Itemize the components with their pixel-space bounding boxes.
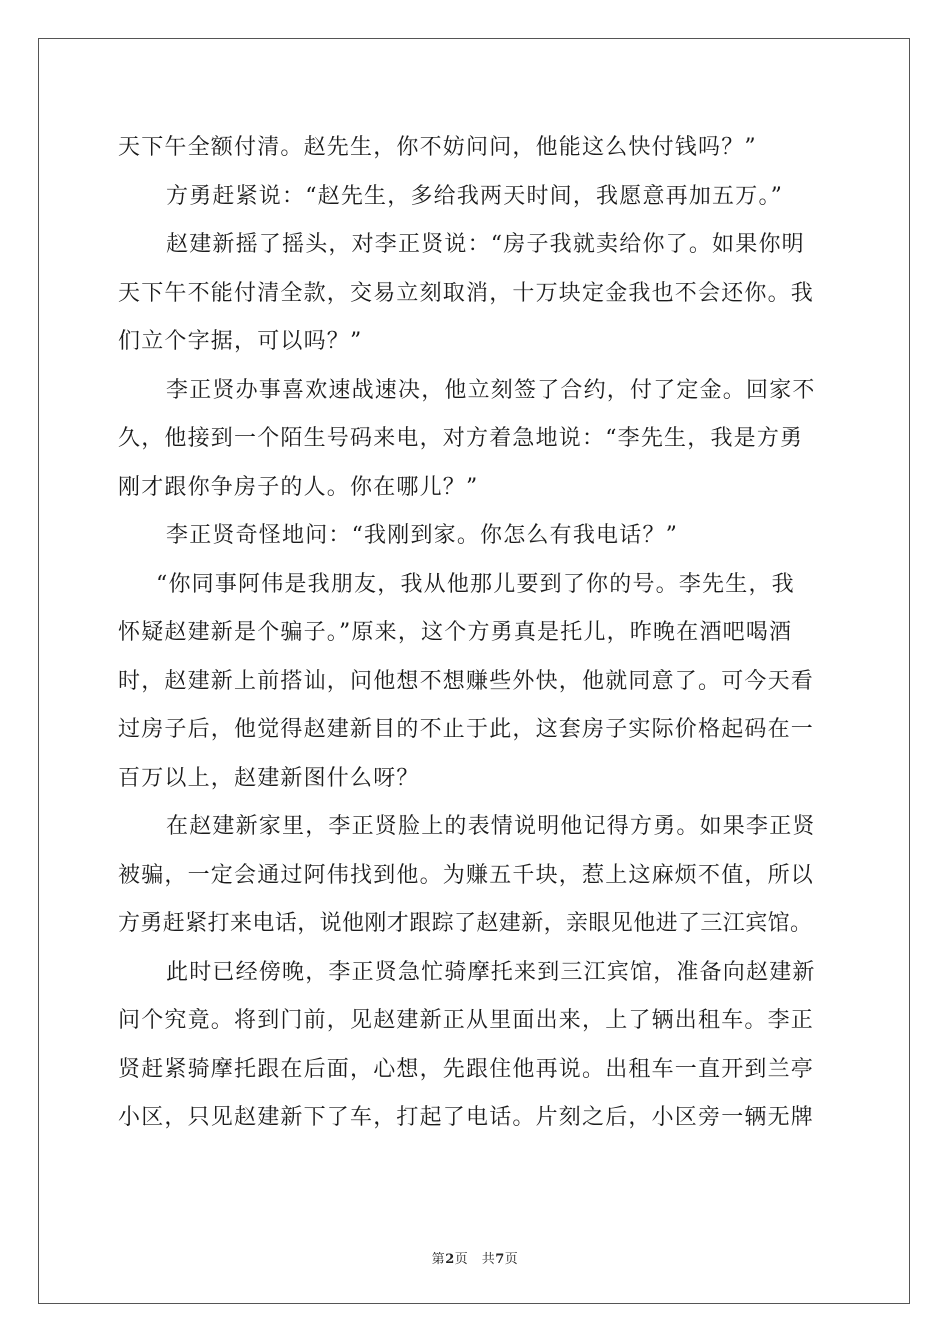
text-line: 天下午全额付清。赵先生，你不妨问问，他能这么快付钱吗？” [118,135,757,160]
paragraph-first-line: 赵建新摇了摇头，对李正贤说：“房子我就卖给你了。如果你明 [166,232,805,257]
paragraph-first-line: “你同事阿伟是我朋友，我从他那儿要到了你的号。李先生，我 [156,571,795,597]
text-line: 天下午不能付清全款，交易立刻取消，十万块定金我也不会还你。我 [118,280,815,306]
text-line: 过房子后，他觉得赵建新目的不止于此，这套房子实际价格起码在一 [118,717,815,742]
paragraph-first-line: 李正贤办事喜欢速战速决，他立刻签了合约，付了定金。回家不 [166,377,816,403]
document-body [118,124,838,1143]
text-line: 被骗，一定会通过阿伟找到他。为赚五千块，惹上这麻烦不值，所以 [118,862,815,888]
paragraph-first-line: 方勇赶紧说：“赵先生，多给我两天时间，我愿意再加五万。” [166,183,784,209]
paragraph-first-line: 在赵建新家里，李正贤脸上的表情说明他记得方勇。如果李正贤 [166,814,816,839]
page-separator: 页 共 [454,1252,496,1267]
text-line: 问个究竟。将到门前，见赵建新正从里面出来，上了辆出租车。李正 [118,1008,815,1033]
total-page-number: 7 [495,1252,505,1267]
text-line: 刚才跟你争房子的人。你在哪儿？” [118,474,479,500]
text-line: 怀疑赵建新是个骗子。”原来，这个方勇真是托儿，昨晚在酒吧喝酒 [118,620,793,645]
text-line: 们立个字据，可以吗？” [118,329,363,354]
page-prefix: 第 [431,1252,446,1267]
text-line: 时，赵建新上前搭讪，问他想不想赚些外快，他就同意了。可今天看 [118,668,815,694]
text-line: 贤赶紧骑摩托跟在后面，心想，先跟住他再说。出租车一直开到兰亭 [118,1056,815,1082]
text-line: 久，他接到一个陌生号码来电，对方着急地说：“李先生，我是方勇 [118,426,804,451]
text-line: 方勇赶紧打来电话，说他刚才跟踪了赵建新，亲眼见他进了三江宾馆。 [118,911,813,936]
page-footer [0,1248,950,1267]
text-line: 小区，只见赵建新下了车，打起了电话。片刻之后，小区旁一辆无牌 [118,1105,815,1130]
current-page-number: 2 [445,1252,455,1267]
text-line: 百万以上，赵建新图什么呀？ [118,765,420,791]
page-suffix: 页 [504,1252,519,1267]
paragraph-first-line: 此时已经傍晚，李正贤急忙骑摩托来到三江宾馆，准备向赵建新 [166,959,816,985]
paragraph-first-line: 李正贤奇怪地问：“我刚到家。你怎么有我电话？” [166,523,679,548]
